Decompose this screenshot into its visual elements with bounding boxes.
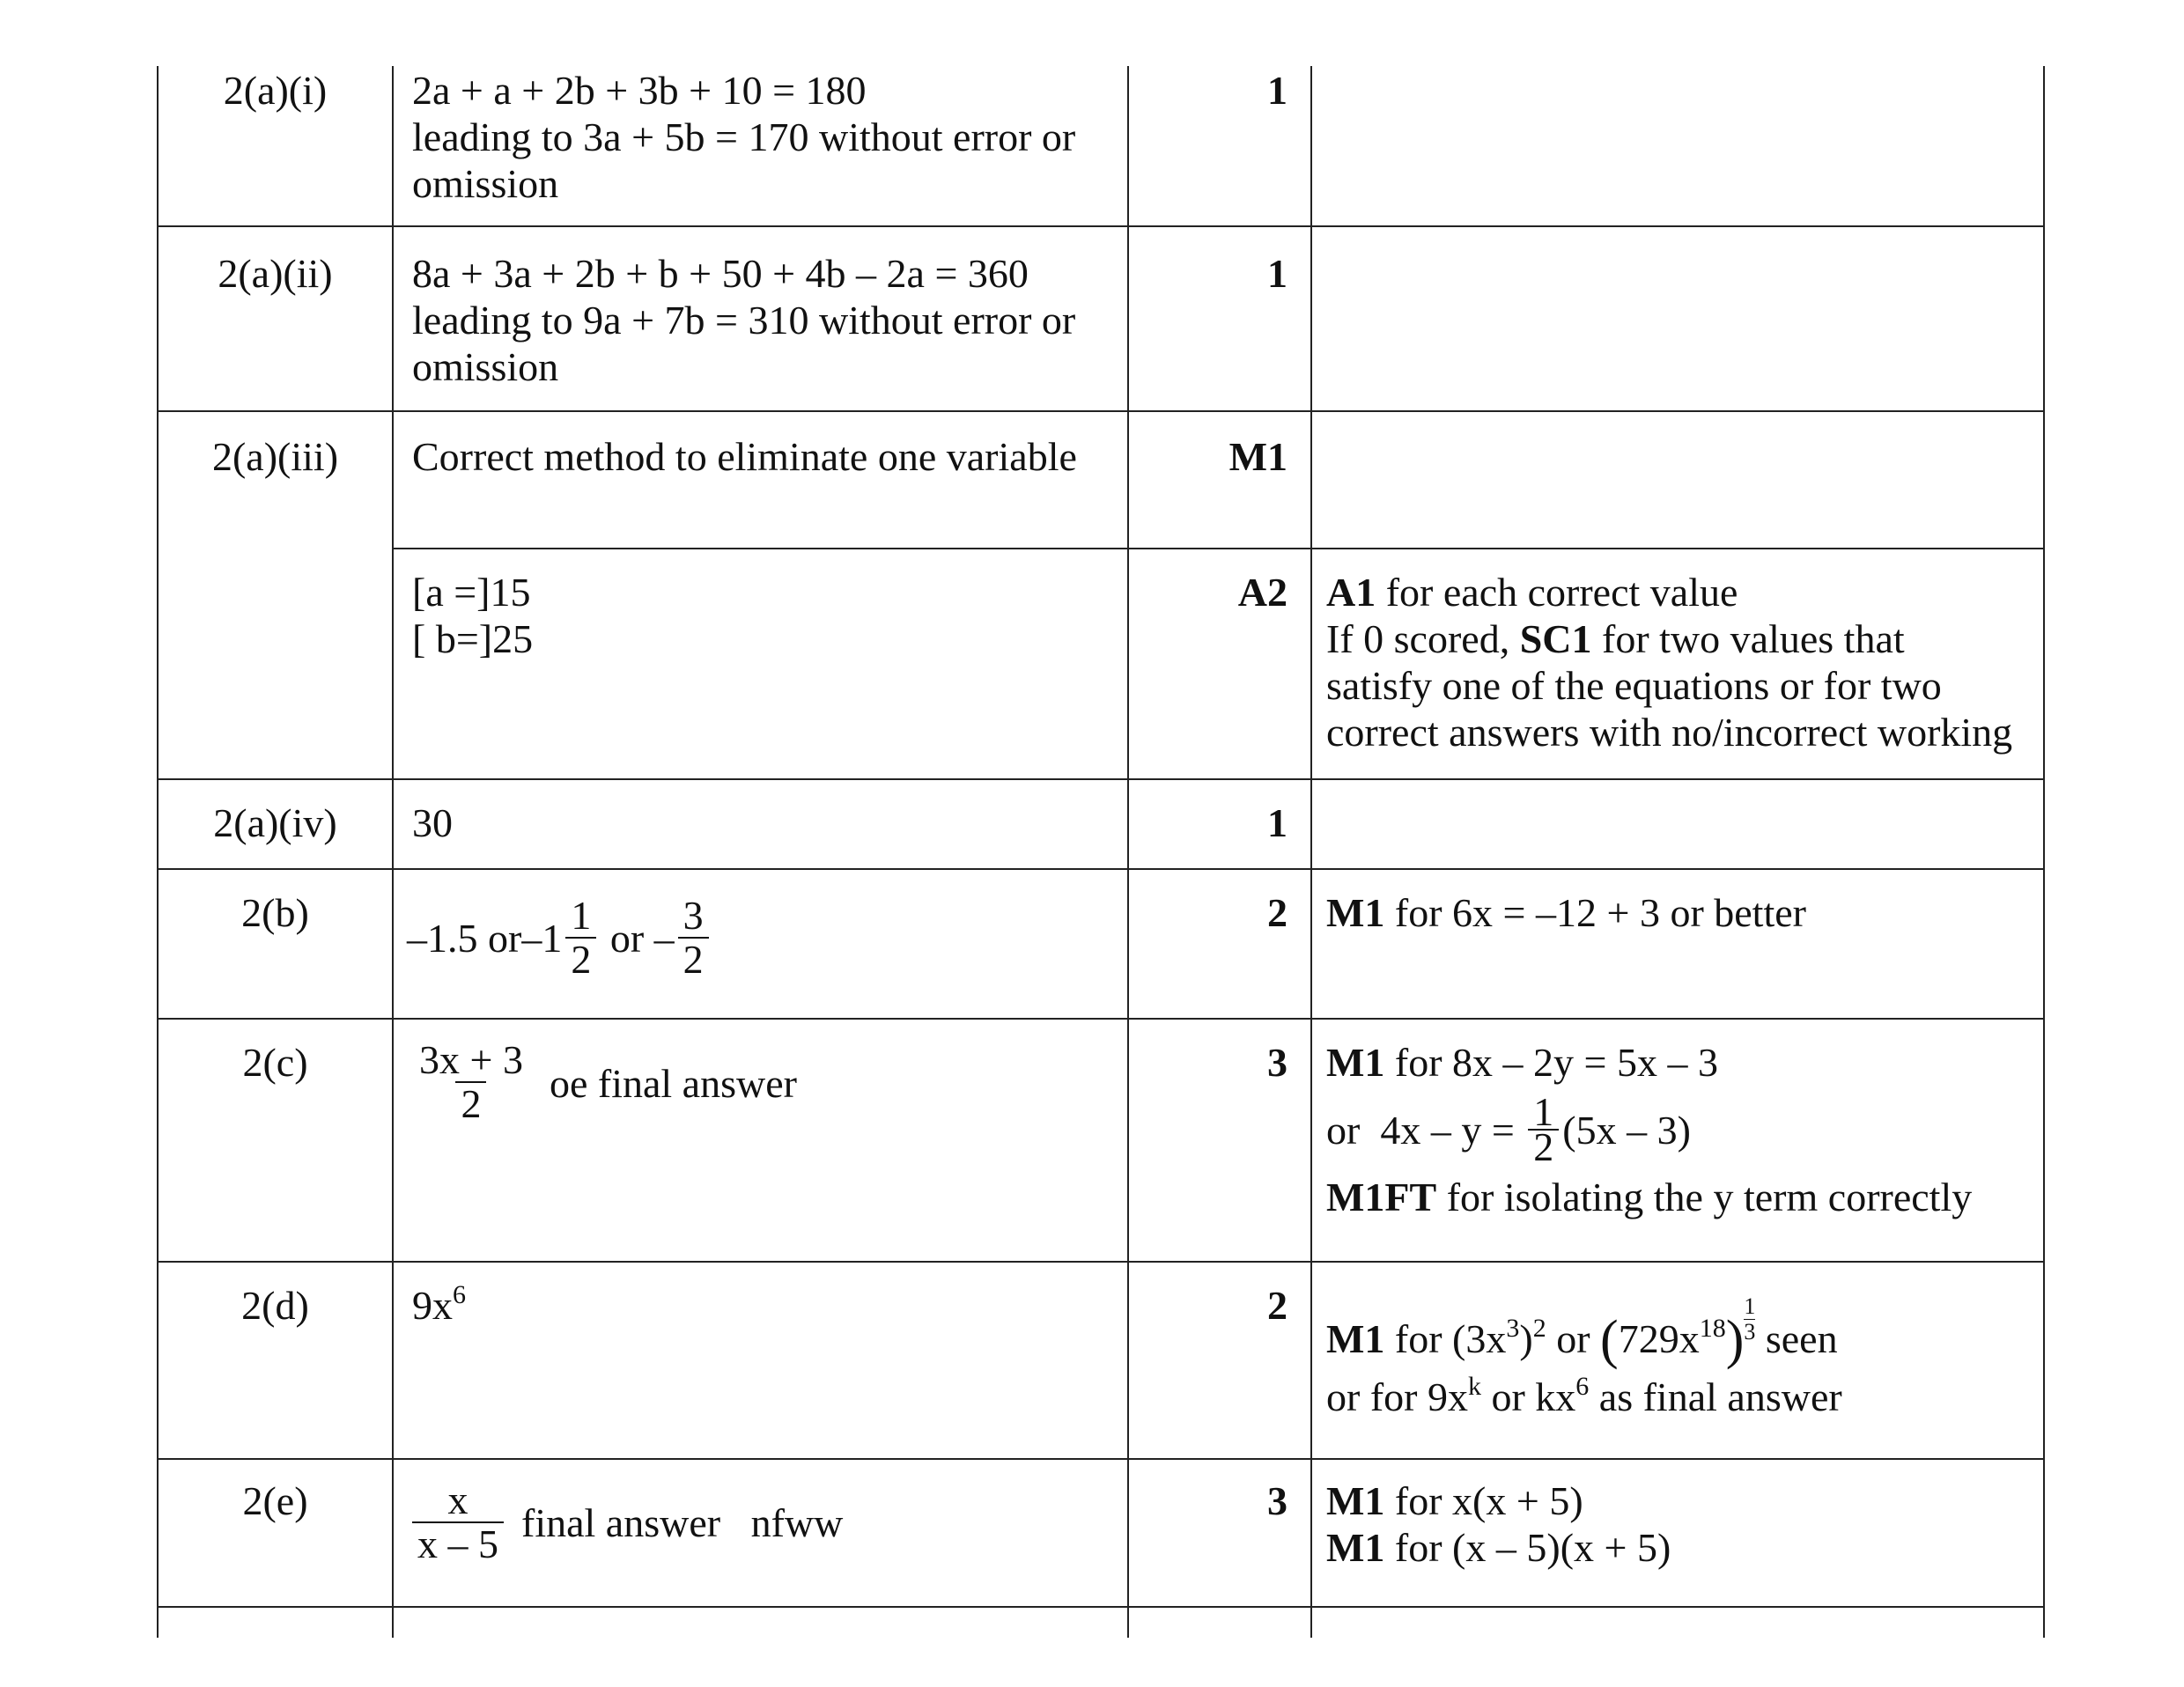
question-number: 2(a)(i) [223,68,328,113]
marks-cell: A2 [1237,570,1288,615]
row-divider [157,225,2043,227]
table-border-left [157,66,159,1638]
guidance-cell: M1 for $(3x^3)^2$ or $(729x^{18})$ $\frac{1}{3}$ seen or for $9x^k$ or $kx^6$ as final answer [1326,1293,1842,1419]
marks-cell: 3 [1267,1040,1288,1085]
row-divider [392,548,2045,549]
question-number: 2(b) [241,890,309,935]
answer-line: leading to 9a + 7b = 310 without error or [412,298,1076,343]
marks-cell: 1 [1267,800,1288,845]
fraction-half: $\frac{1}{2}$ [1528,1095,1559,1164]
table-border-right [2043,66,2045,1638]
question-number: 2(c) [242,1040,308,1085]
marks-cell: 1 [1267,251,1288,296]
marks-cell: 3 [1267,1478,1288,1523]
answer-line: omission [412,344,559,389]
question-number: 2(a)(iv) [213,800,337,845]
answer-line: [a =]15 [412,570,531,615]
answer-cell [412,569,1117,662]
answer-cell: $\frac{x}{x - 5}$ final answer nfww [412,1479,1117,1565]
column-divider-answer [392,66,394,1638]
answer-line: 8a + 3a + 2b + b + 50 + 4b – 2a = 360 [412,251,1029,296]
question-number: 2(a)(iii) [211,434,339,479]
guidance-cell: M1 for x(x + 5) M1 for (x – 5)(x + 5) [1326,1478,1671,1570]
question-number: 2(d) [241,1283,309,1328]
column-divider-guidance [1310,66,1312,1638]
answer-cell: $\frac{3x + 3}{2}$ oe final answer [412,1039,1117,1125]
row-divider [157,1458,2043,1460]
row-divider [157,868,2043,870]
row-divider [157,410,2043,412]
exponent-fraction: $\frac{1}{3}$ [1744,1293,1756,1344]
fraction-three-halves: $\frac{3}{2}$ [678,895,709,981]
answer-cell [412,67,1117,207]
right-paren: ) [1725,1310,1745,1370]
row-divider [157,1606,2043,1608]
marks-cell: 2 [1267,890,1288,935]
question-number: 2(a)(ii) [218,251,333,296]
answer-cell: 30 [412,800,453,845]
row-divider [157,778,2043,780]
marks-cell: M1 [1228,434,1288,479]
answer-cell: –1.5 or –1 $\frac{1}{2}$ or – $\frac{3}{2}$ [407,889,1120,986]
guidance-cell: M1 for 6x = –12 + 3 or better [1326,890,1806,935]
row-divider [157,1261,2043,1263]
fraction-answer: $\frac{x}{x - 5}$ [412,1479,504,1565]
fraction-answer: $\frac{3x + 3}{2}$ [419,1037,523,1126]
answer-cell: $9x^6$ [412,1280,466,1328]
answer-line: [ b=]25 [412,616,534,661]
marks-cell: 1 [1267,68,1288,113]
column-divider-marks [1127,66,1129,1638]
left-paren: ( [1600,1310,1619,1370]
answer-line: leading to 3a + 5b = 170 without error or [412,114,1076,159]
guidance-cell: M1 for 8x – 2y = 5x – 3 or 4x – y = $\frac{1}{2}$ (5x – 3) M1FT for isolating the y term correctly [1326,1040,1973,1219]
marks-cell: 2 [1267,1283,1288,1328]
question-number: 2(e) [242,1478,308,1523]
answer-cell: Correct method to eliminate one variable [412,434,1077,479]
answer-cell [412,250,1117,390]
fraction-half: $\frac{1}{2}$ [565,895,596,981]
guidance-cell: A1 for each correct value If 0 scored, SC1 for two values that satisfy one of the equations or for two correct answers with no/incorrect working [1326,570,2013,755]
row-divider [157,1018,2043,1020]
answer-line: omission [412,161,559,206]
answer-line: 2a + a + 2b + 3b + 10 = 180 [412,68,867,113]
